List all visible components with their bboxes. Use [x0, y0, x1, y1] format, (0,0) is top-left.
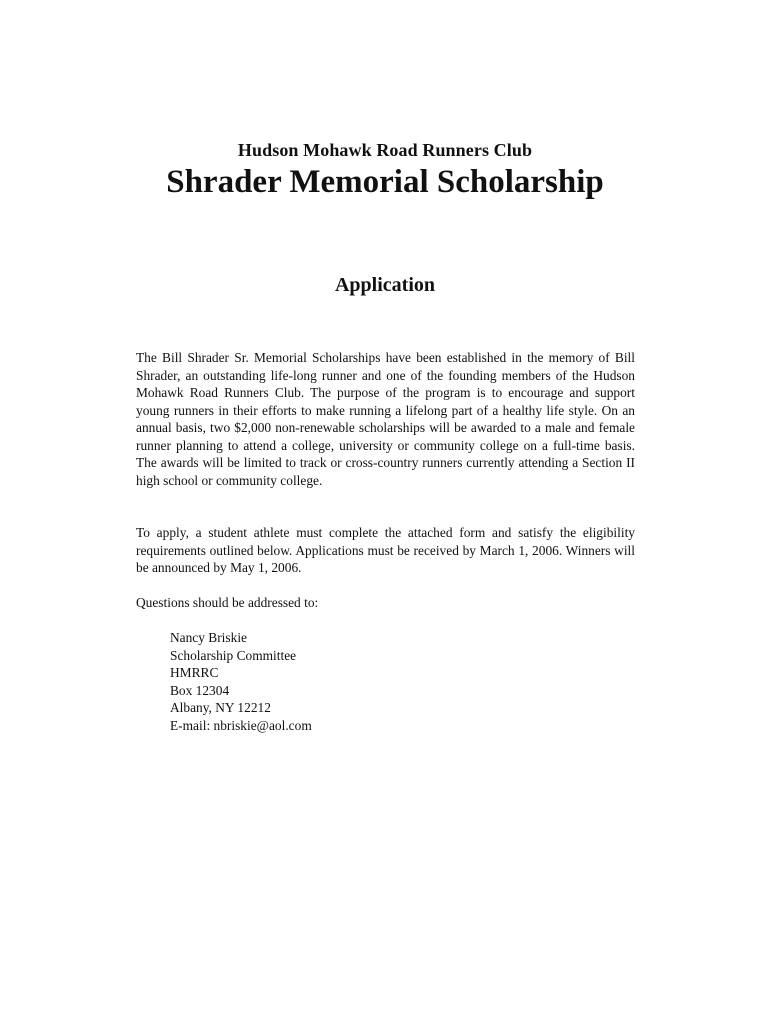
instructions-paragraph: To apply, a student athlete must complete the attached form and satisfy the eligibility requirements outlined below. Applications must be received by March 1, 2006. Winners will be announced by May 1, 2006. — [136, 525, 635, 575]
document-title: Shrader Memorial Scholarship — [166, 164, 604, 200]
contact-committee: Scholarship Committee — [170, 647, 297, 663]
contact-city: Albany, NY 12212 — [170, 700, 271, 715]
document-subtitle: Application — [334, 274, 436, 296]
contact-name: Nancy Briskie — [170, 630, 247, 645]
contact-org: HMRRC — [170, 665, 219, 680]
contact-email[interactable]: E-mail: nbriskie@aol.com — [170, 717, 312, 733]
contact-box: Box 12304 — [170, 682, 230, 698]
intro-paragraph: The Bill Shrader Sr. Memorial Scholarships have been established in the memory of Bill Shrader, an outstanding life-long runner and one of the founding members of the Hudson Mohawk Road Runners Club. The purpose of the program is to encourage and support young runners in their efforts to make running a lifelong part of a healthy life style. On an annual basis, two $2,000 non-renewable scholarships will be awarded to a male and female runner planning to attend a college, university or community college on a full-time basis. The awards will be limited to track or cross-country runners currently attending a Section II high school or community college. — [136, 350, 635, 488]
questions-paragraph: Questions should be addressed to: — [136, 595, 319, 610]
contact-block — [170, 629, 312, 734]
organization-name: Hudson Mohawk Road Runners Club — [237, 140, 533, 160]
